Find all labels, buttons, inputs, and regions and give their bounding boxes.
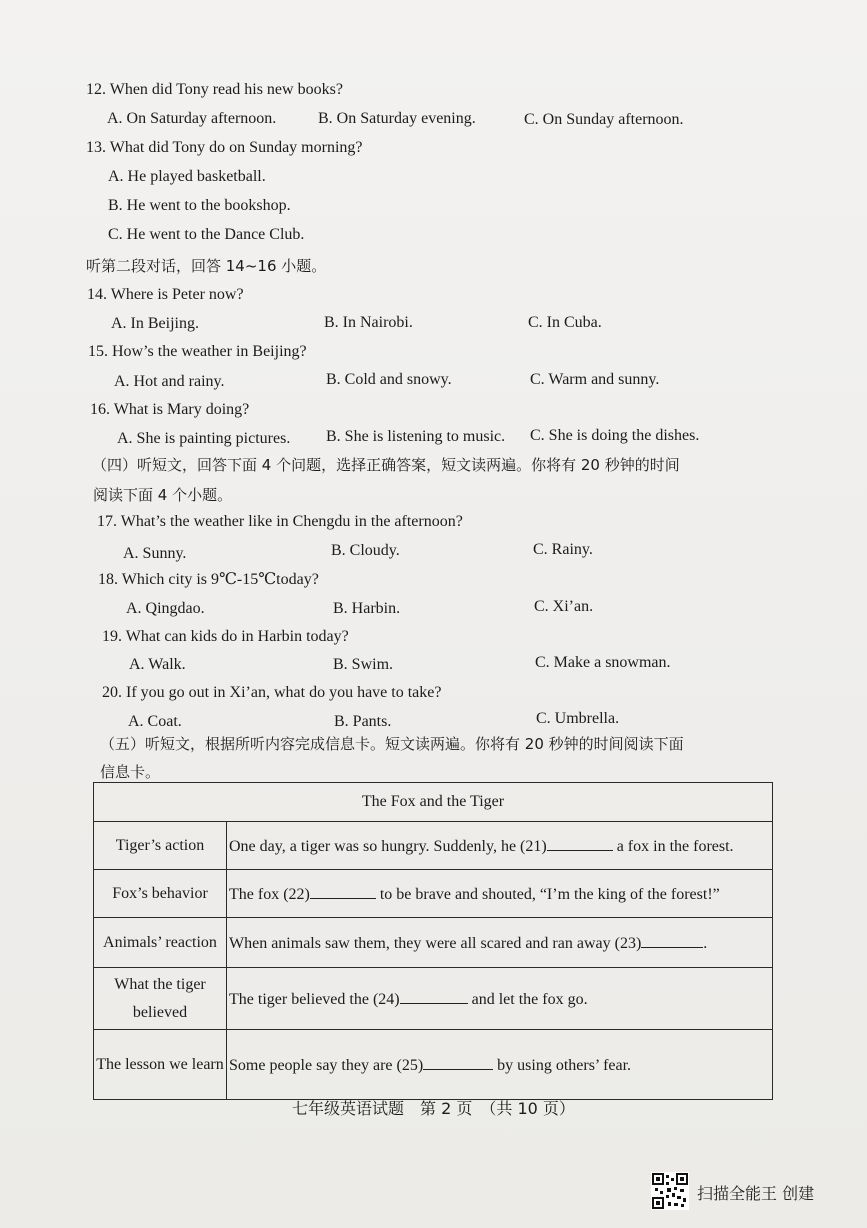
- row-label-lesson: The lesson we learn: [94, 1030, 227, 1100]
- option-19b: B. Swim.: [333, 656, 394, 673]
- row-text-before: The tiger believed the (24): [229, 990, 400, 1008]
- row-text-after: and let the fox go.: [467, 990, 588, 1008]
- table-row: [94, 870, 773, 918]
- row-label-animals-reaction: Animals’ reaction: [94, 918, 227, 968]
- dialog2-instruction: 听第二段对话，回答 14~16 小题。: [86, 257, 327, 275]
- option-20b: B. Pants.: [334, 713, 392, 730]
- row-label-tiger-action: Tiger’s action: [94, 822, 227, 870]
- question-15: 15. How’s the weather in Beijing?: [88, 343, 307, 360]
- section5-instruction-cont: 信息卡。: [100, 763, 161, 781]
- row-label-tiger-believed: What the tiger believed: [94, 968, 227, 1030]
- option-12c: C. On Sunday afternoon.: [524, 111, 684, 128]
- table-row: [94, 1030, 773, 1100]
- option-12a: A. On Saturday afternoon.: [107, 110, 277, 127]
- option-18c: C. Xi’an.: [534, 598, 594, 615]
- option-20c: C. Umbrella.: [536, 710, 620, 727]
- option-16c: C. She is doing the dishes.: [530, 427, 700, 444]
- option-14c: C. In Cuba.: [528, 314, 602, 331]
- option-18a: A. Qingdao.: [126, 600, 205, 617]
- row-text-after: a fox in the forest.: [612, 837, 734, 855]
- row-text-before: Some people say they are (25): [229, 1056, 424, 1074]
- info-card-table: [93, 782, 773, 1100]
- qr-code-icon: [651, 1172, 689, 1210]
- table-row: [94, 822, 773, 870]
- row-value-tiger-action: [227, 822, 773, 870]
- answer-blank-24[interactable]: [400, 989, 468, 1004]
- table-row: [94, 918, 773, 968]
- row-value-animals-reaction: [227, 918, 773, 968]
- row-label-fox-behavior: Fox’s behavior: [94, 870, 227, 918]
- question-18: 18. Which city is 9℃-15℃today?: [98, 571, 319, 588]
- option-13b: B. He went to the bookshop.: [108, 197, 291, 214]
- option-20a: A. Coat.: [128, 713, 182, 730]
- option-17a: A. Sunny.: [123, 545, 187, 562]
- row-text-after: by using others’ fear.: [493, 1056, 632, 1074]
- section4-instruction-cont: 阅读下面 4 个小题。: [93, 486, 233, 504]
- question-13: 13. What did Tony do on Sunday morning?: [86, 139, 363, 156]
- question-20: 20. If you go out in Xi’an, what do you have to take?: [102, 684, 442, 701]
- option-17b: B. Cloudy.: [331, 542, 400, 559]
- question-14: 14. Where is Peter now?: [87, 286, 244, 303]
- row-text-after: to be brave and shouted, “I’m the king of the forest!”: [375, 885, 720, 903]
- option-12b: B. On Saturday evening.: [318, 110, 476, 127]
- row-value-fox-behavior: [227, 870, 773, 918]
- answer-blank-25[interactable]: [423, 1055, 493, 1070]
- row-text-before: When animals saw them, they were all scared and ran away (23): [229, 934, 642, 952]
- answer-blank-23[interactable]: [641, 933, 703, 948]
- option-14b: B. In Nairobi.: [324, 314, 413, 331]
- option-17c: C. Rainy.: [533, 541, 593, 558]
- scanner-watermark-text: 扫描全能王 创建: [697, 1184, 815, 1203]
- row-text-before: The fox (22): [229, 885, 310, 903]
- option-14a: A. In Beijing.: [111, 315, 199, 332]
- section5-instruction: （五）听短文，根据所听内容完成信息卡。短文读两遍。你将有 20 秒钟的时间阅读下面: [100, 735, 684, 753]
- option-18b: B. Harbin.: [333, 600, 401, 617]
- option-15a: A. Hot and rainy.: [114, 373, 225, 390]
- question-19: 19. What can kids do in Harbin today?: [102, 628, 349, 645]
- option-16b: B. She is listening to music.: [326, 428, 506, 445]
- option-16a: A. She is painting pictures.: [117, 430, 291, 447]
- question-12: 12. When did Tony read his new books?: [86, 81, 343, 98]
- option-19a: A. Walk.: [129, 656, 186, 673]
- option-13a: A. He played basketball.: [108, 168, 266, 185]
- info-card-title: The Fox and the Tiger: [94, 783, 773, 822]
- option-19c: C. Make a snowman.: [535, 654, 671, 671]
- row-value-tiger-believed: [227, 968, 773, 1030]
- row-text-before: One day, a tiger was so hungry. Suddenly, he (21): [229, 837, 547, 855]
- question-17: 17. What’s the weather like in Chengdu in the afternoon?: [97, 513, 463, 530]
- option-15c: C. Warm and sunny.: [530, 371, 660, 388]
- answer-blank-22[interactable]: [310, 884, 376, 899]
- table-row: [94, 968, 773, 1030]
- question-16: 16. What is Mary doing?: [90, 401, 250, 418]
- option-13c: C. He went to the Dance Club.: [108, 226, 305, 243]
- answer-blank-21[interactable]: [547, 836, 613, 851]
- page-footer: 七年级英语试题 第 2 页 （共 10 页）: [292, 1099, 575, 1118]
- section4-instruction: （四）听短文，回答下面 4 个问题，选择正确答案，短文读两遍。你将有 20 秒钟的时间: [92, 456, 680, 474]
- row-text-after: .: [703, 934, 708, 952]
- option-15b: B. Cold and snowy.: [326, 371, 452, 388]
- row-value-lesson: [227, 1030, 773, 1100]
